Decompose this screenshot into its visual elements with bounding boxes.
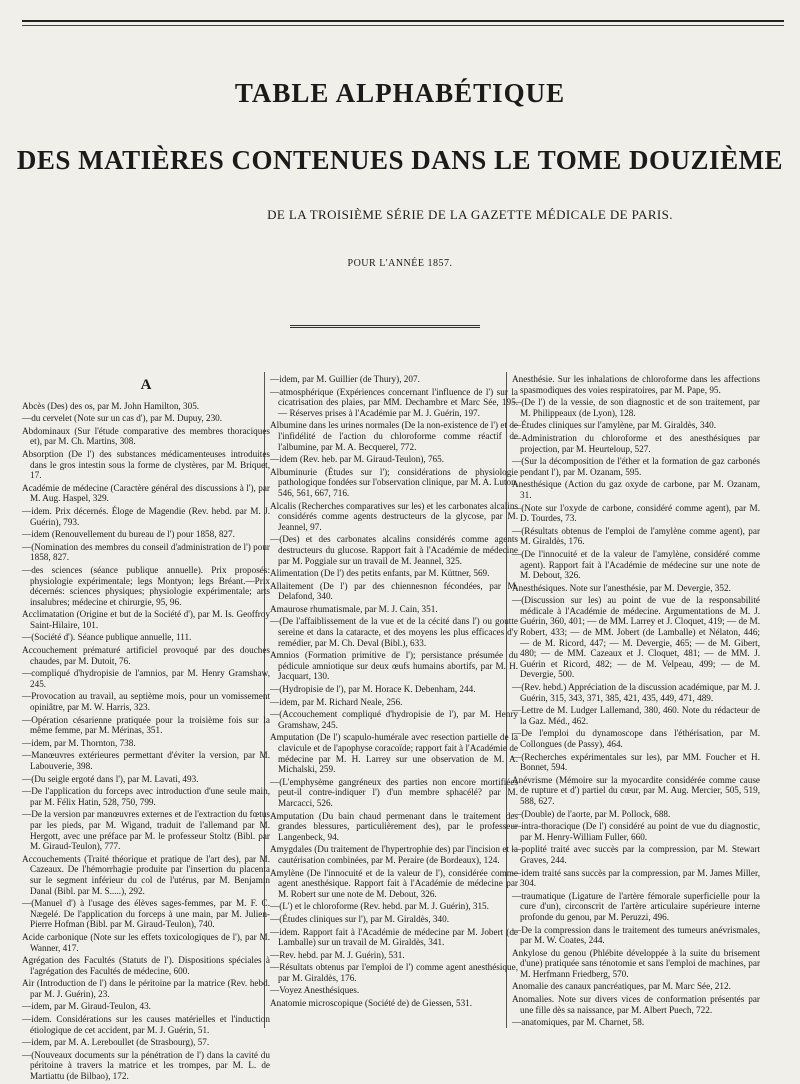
index-entry: Anomalies. Note sur divers vices de conformation présentés par une fille dès sa naissance, par M. Albert Puech, 722. (512, 994, 760, 1015)
index-entry: —des sciences (séance publique annuelle). Prix proposés: physiologie expérimentale; legs Montyon; legs Bréant.—Prix décernés: sciences physiques; physiologie expérimentale; arts insalubres; médecine et chirurgie, 95, 96. (22, 564, 270, 607)
index-entry: Alimentation (De l') des petits enfants, par M. Küttner, 569. (270, 568, 490, 579)
index-entry: —(De l') de la vessie, de son diagnostic et de son traitement, par M. Philippeaux (de Lyon), 128. (512, 397, 760, 418)
index-entry: Anesthésique (Action du gaz oxyde de carbone, par M. Ozanam, 31. (512, 479, 760, 500)
index-entry: —(L'emphysème gangréneux des parties non encore mortifiées peut-il contre-indiquer l') d'un membre sphacélé? par M. Marcacci, 526. (270, 776, 518, 808)
subtitle: DE LA TROISIÈME SÉRIE DE LA GAZETTE MÉDICALE DE PARIS. (267, 207, 673, 222)
index-entry: —De l'emploi du dynamoscope dans l'éthérisation, par M. Collongues (de Passy), 464. (512, 728, 760, 749)
index-entry: —intra-thoracique (De l') considéré au point de vue du diagnostic, par M. Henry-William Fuller, 660. (512, 821, 760, 842)
index-entry: Amputation (Du bain chaud permenant dans le traitement des grandes blessures, particulièrement des), par le professeur Langenbeck, 94. (270, 810, 518, 842)
index-entry: —Voyez Anesthésiques. (270, 985, 360, 996)
index-entry: Amaurose rhumatismale, par M. J. Cain, 351. (270, 603, 438, 614)
index-entry: Anatomie microscopique (Société de) de Giessen, 531. (270, 998, 473, 1009)
index-entry: Accouchements (Traité théorique et pratique de l'art des), par M. Cazeaux. De l'hémorrhagie produite par l'insertion du placenta sur le segment inférieur du col de l'utérus, par M. Benjamin Danal (Bibl. par M. S.....), 292. (22, 853, 270, 896)
index-entry: —idem, par M. Giraud-Teulon, 43. (22, 1001, 151, 1012)
index-entry: —idem. Considérations sur les causes matérielles et l'induction étiologique de cet accident, par M. J. Guérin, 51. (22, 1014, 270, 1035)
index-entry: Acide carbonique (Note sur les effets toxicologiques de l'), par M. Wanner, 417. (22, 931, 270, 953)
column-2 (270, 374, 518, 1011)
index-entry: —idem, par M. Thornton, 738. (22, 737, 136, 748)
index-entry: —(Études cliniques sur l'), par M. Giraldès, 340. (270, 913, 449, 924)
section-divider (290, 325, 480, 328)
index-entry: —Administration du chloroforme et des anesthésiques par projection, par M. Heurteloup, 527. (512, 432, 760, 454)
index-entry: —atmosphérique (Expériences concernant l'influence de l') sur la cicatrisation des plaies, par MM. Dechambre et Marc Sée, 195.— Réserves prises à l'Académie par M. J. Guérin, 197. (270, 386, 518, 418)
index-entry: —(Recherches expérimentales sur les), par MM. Foucher et H. Bonnet, 594. (512, 751, 760, 773)
index-entry: Accouchement prématuré artificiel provoqué par des douches chaudes, par M. Dutoit, 76. (22, 645, 270, 666)
index-entry: Ankylose du genou (Phlébite développée à la suite du brisement d'une) pratiquée sans ténotomie et sans l'emploi de machines, par M. Herfmann Friedberg, 570. (512, 947, 760, 979)
index-entry: Albumine dans les urines normales (De la non-existence de l') et de l'infidélité de l'action du chloroforme comme réactif de l'albumine, par M. A. Becquerel, 772. (270, 420, 518, 452)
index-entry: —(Accouchement compliqué d'hydropisie de l'), par M. Henry Gramshaw, 245. (270, 709, 518, 730)
index-entry: —Provocation au travail, au septième mois, pour un vomissement opiniâtre, par M. W. Harris, 323. (22, 691, 270, 713)
index-entry: —De l'application du forceps avec introduction d'une seule main, par M. Félix Hatin, 528, 750, 799. (22, 786, 270, 807)
index-entry: —poplité traité avec succès par la compression, par M. Stewart Graves, 244. (512, 844, 760, 865)
index-entry: —(Nomination des membres du conseil d'administration de l') pour 1858, 827. (22, 541, 270, 563)
index-entry: Anesthésie. Sur les inhalations de chloroforme dans les affections spasmodiques des voies respiratoires, par M. Pape, 95. (512, 374, 760, 395)
index-entry: —Opération césarienne pratiquée pour la troisième fois sur la même femme, par M. Mérinas, 351. (22, 714, 270, 736)
index-entry: —idem. Prix décernés. Éloge de Magendie (Rev. hebd. par M. J. Guérin), 793. (22, 505, 270, 527)
index-entry: Abdominaux (Sur l'étude comparative des membres thoraciques et), par M. Ch. Martins, 308. (22, 425, 270, 447)
index-entry: Allaitement (De l') par des chiennesnon fécondées, par M. Delafond, 340. (270, 580, 518, 602)
index-entry: —(Double) de l'aorte, par M. Pollock, 688. (512, 808, 671, 819)
title-line-1: TABLE ALPHABÉTIQUE (234, 78, 566, 108)
index-entry: —idem, par M. Richard Neale, 256. (270, 696, 403, 707)
index-entry: —(Société d'). Séance publique annuelle, 111. (22, 632, 192, 643)
index-entry: —(Nouveaux documents sur la pénétration de l') dans la cavité du péritoine à travers la matrice et les trompes, par M. L. de Martiattu (de Bilbao), 172. (22, 1049, 270, 1082)
index-entry: —idem traité sans succès par la compression, par M. James Miller, 304. (512, 867, 760, 889)
index-entry: Anévrisme (Mémoire sur la myocardite considérée comme cause de rupture et d') partiel du cœur, par M. Aug. Mercier, 505, 519, 588, 627. (512, 774, 760, 806)
index-entry: —(Note sur l'oxyde de carbone, considéré comme agent), par M. D. Tourdes, 73. (512, 502, 760, 524)
index-entry: —(Hydropisie de l'), par M. Horace K. Debenham, 244. (270, 684, 476, 695)
index-entry: —Rev. hebd. par M. J. Guérin), 531. (270, 949, 405, 960)
index-entry: —De la version par manœuvres externes et de l'extraction du fœtus par les pieds, par M. Wigand, traduit de l'allemand par M. Hergott, avec une préface par M. le professeur Stoltz (Bibl. par M. Giraud-Teulon), 777. (22, 809, 270, 852)
index-entry: Acclimatation (Origine et but de la Société d'), par M. Is. Geoffroy Saint-Hilaire, 101. (22, 609, 270, 630)
index-entry: —(Manuel d') à l'usage des élèves sages-femmes, par M. F. C. Nægelé. De l'application du forceps à une main, par M. Julien-Pierre Hofman (Bibl. par M. Giraud-Teulon), 740. (22, 898, 270, 930)
index-entry: —idem. Rapport fait à l'Académie de médecine par M. Jobert (de Lamballe) sur un travail de M. Giraldès, 341. (270, 926, 518, 948)
index-entry: —Lettre de M. Ludger Lallemand, 380, 460. Note du rédacteur de la Gaz. Méd., 462. (512, 705, 760, 726)
index-entry: —(L') et le chloroforme (Rev. hebd. par M. J. Guérin), 315. (270, 901, 489, 912)
index-entry: —du cervelet (Note sur un cas d'), par M. Dupuy, 230. (22, 413, 223, 424)
index-entry: Académie de médecine (Caractère général des discussions à l'), par M. Aug. Haspel, 329. (22, 482, 270, 504)
index-entry: —(De l'affaiblissement de la vue et de la cécité dans l') ou goutte sereine et dans la cataracte, et des moyens les plus efficaces d'y remédier, par M. Ch. Deval (Bibl.), 633. (270, 616, 518, 648)
index-entry: Abcès (Des) des os, par M. John Hamilton, 305. (22, 400, 200, 411)
index-entry: —(Du seigle ergoté dans l'), par M. Lavati, 493. (22, 773, 199, 784)
index-entry: Absorption (De l') des substances médicamenteuses introduites dans le gros intestin sous la forme de clystères, par M. Briquet, 17. (22, 448, 270, 481)
index-entry: —Manœuvres extérieures permettant d'éviter la version, par M. Labouverie, 398. (22, 750, 270, 771)
index-entry: Alcalis (Recherches comparatives sur les) et les carbonates alcalins considérés comme agents destructeurs de la glycose, par M. Jeannel, 97. (270, 500, 518, 532)
entry-list (22, 401, 270, 1082)
index-entry: —(De l'innocuité et de la valeur de l'amylène, considéré comme agent). Rapport fait à l'Académie de médecine sur une note de M. Debout, 326. (512, 548, 760, 581)
entry-list (270, 374, 518, 1009)
index-entry: Albuminurie (Études sur l'); considérations de physiologie pathologique fondées sur l'observation clinique, par M. A. Luton, 546, 561, 667, 716. (270, 466, 518, 498)
entry-list (512, 374, 760, 1028)
index-entry: Anesthésiques. Note sur l'anesthésie, par M. Devergie, 352. (512, 582, 731, 593)
index-entry: —(Résultats obtenus de l'emploi de l'amylène comme agent), par M. Giraldès, 176. (512, 525, 760, 547)
index-entry: —(Sur la décomposition de l'éther et la formation de gaz carbonés pendant l'), par M. Ozanam, 595. (512, 456, 760, 477)
index-entry: —idem (Rev. heb. par M. Giraud-Teulon), 765. (270, 454, 445, 465)
index-entry: —idem, par M. A. Lereboullet (de Strasbourg), 57. (22, 1037, 210, 1048)
index-entry: —idem, par M. Guillier (de Thury), 207. (270, 374, 420, 384)
index-entry: —(Rev. hebd.) Appréciation de la discussion académique, par M. J. Guérin, 315, 343, 371, 385, 421, 435, 449, 471, 489. (512, 682, 760, 703)
index-entry: —idem (Renouvellement du bureau de l') pour 1858, 827. (22, 529, 235, 540)
index-entry: Amnios (Formation primitive de l'); persistance présumée du pédicule amniotique sur deux œufs humains abortifs, par M. H. Jacquart, 130. (270, 650, 518, 682)
index-entry: Agrégation des Facultés (Statuts de l'). Dispositions spéciales à l'agrégation des Facultés de médecine, 600. (22, 955, 270, 976)
index-entry: Anomalie des canaux pancréatiques, par M. Marc Sée, 212. (512, 981, 731, 992)
top-rule-thin (22, 25, 784, 26)
index-entry: —De la compression dans le traitement des tumeurs anévrismales, par M. W. Coates, 244. (512, 924, 760, 946)
index-entry: —Résultats obtenus par l'emploi de l') comme agent anesthésique, par M. Giraldès, 176. (270, 962, 518, 983)
index-entry: Amputation (De l') scapulo-humérale avec resection partielle de la clavicule et de l'apophyse coracoïde; rapport fait à l'Académie de médecine par M. H. Larrey sur une observation de M. A. Michalski, 259. (270, 732, 518, 775)
index-entry: —traumatique (Ligature de l'artère fémorale superficielle pour la cure d'un), circonscrit de l'artère articulaire supérieure interne profonde du genou, par M. Peruzzi, 496. (512, 890, 760, 922)
index-entry: —(Discussion sur les) au point de vue de la responsabilité médicale à l'Académie de médecine. Argumentations de M. J. Guérin, 360, 401; — de MM. Larrey et J. Cloquet, 419; — de M. Robert, 433; — de MM. Jobert (de Lamballe) et Nélaton, 446; — de M. Ricord, 447; — M. Devergie, 465; — de M. Gibert, 480; — de MM. Cazeaux et J. Cloquet, 481; — de MM. J. Guérin et Ricord, 482; — de M. Velpeau, 499; — de M. Devergie, 500. (512, 595, 760, 680)
index-entry: —(Des) et des carbonates alcalins considérés comme agents destructeurs du glucose. Rapport fait à l'Académie de médecine par M. Poggiale sur un travail de M. Jeannel, 325. (270, 534, 518, 566)
title-line-2: DES MATIÈRES CONTENUES DANS LE TOME DOUZIÈME (16, 145, 784, 175)
index-entry: —anatomiques, par M. Charnet, 58. (512, 1017, 645, 1028)
index-entry: —compliqué d'hydropisie de l'amnios, par M. Henry Gramshaw, 245. (22, 668, 270, 689)
index-entry: —Études cliniques sur l'amylène, par M. Giraldès, 340. (512, 420, 716, 431)
column-3 (512, 374, 760, 1030)
section-letter: A (140, 377, 152, 393)
index-entry: Air (Introduction de l') dans le péritoine par la matrice (Rev. hebd. par M. J. Guérin), 23. (22, 978, 270, 999)
index-entry: Amylène (De l'innocuité et de la valeur de l'), considérée comme agent anesthésique. Rapport fait à l'Académie de médecine par M. Robert sur une note de M. Debout, 326. (270, 867, 518, 899)
index-entry: Amygdales (Du traitement de l'hypertrophie des) par l'incision et la cautérisation combinées, par M. Peraire (de Bordeaux), 124. (270, 844, 518, 865)
column-1 (22, 377, 270, 1084)
top-rule (22, 20, 784, 22)
year-line: POUR L'ANNÉE 1857. (347, 258, 453, 269)
